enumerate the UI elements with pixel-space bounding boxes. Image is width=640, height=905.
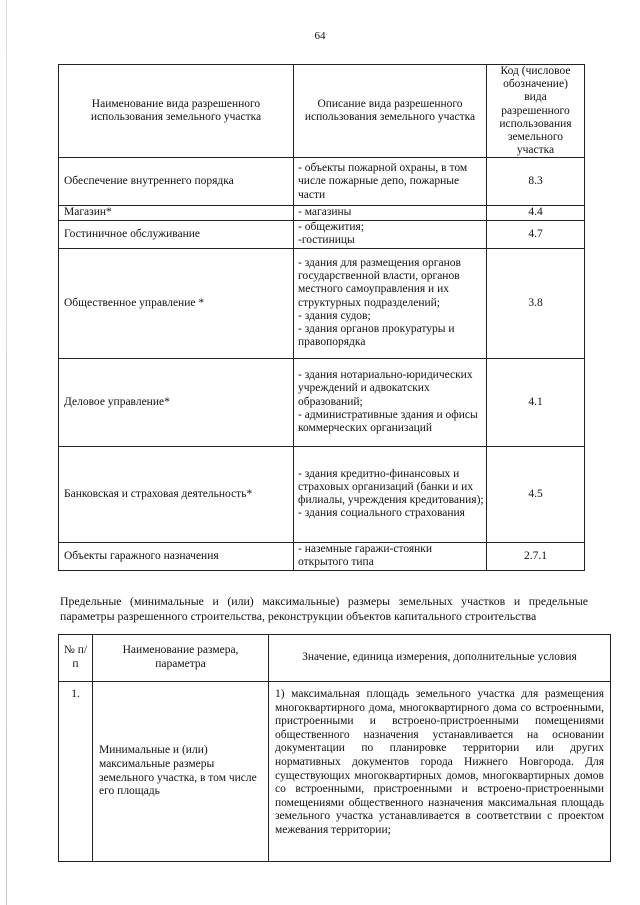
use-type-code: 4.4 xyxy=(487,206,585,220)
use-type-name: Магазин* xyxy=(59,206,294,220)
header-code: Код (числовое обозначение) вида разрешенного использования земельного участка xyxy=(487,65,585,158)
description-line: - здания кредитно-финансовых и страховых организаций (банки и их филиалы, учреждения кредитования); xyxy=(298,467,484,507)
use-type-code: 4.5 xyxy=(487,446,585,542)
parameter-name: Минимальные и (или) максимальные размеры земельного участка, в том числе его площадь xyxy=(93,682,269,862)
use-type-code: 3.8 xyxy=(487,248,585,358)
table-row xyxy=(59,206,585,220)
description-line: -гостиницы xyxy=(298,234,355,247)
use-type-description xyxy=(294,220,487,248)
table-header-row xyxy=(59,65,585,158)
parameter-value: 1) максимальная площадь земельного участка для размещения многоквартирного дома, многоквартирного дома со встроенными, пристроенными и встроено-пристроенными помещениями общественного назначения устанавливается на основании документации по планировке территории или других нормативных документов города Нижнего Новгорода. Для существующих многоквартирных домов, многоквартирных домов со встроенными, пристроенными и встроено-пристроенными помещениями общественного назначения максимальная площадь земельного участка устанавливается в соответствии с проектом межевания территории; xyxy=(269,682,611,862)
use-type-description xyxy=(294,248,487,358)
description-line: - здания органов прокуратуры и правопорядка xyxy=(298,322,455,349)
table-row xyxy=(59,248,585,358)
use-type-description xyxy=(294,358,487,446)
header-parameter-name: Наименование размера, параметра xyxy=(93,635,269,682)
use-type-name: Гостиничное обслуживание xyxy=(59,220,294,248)
header-description: Описание вида разрешенного использования земельного участка xyxy=(294,65,487,158)
use-type-description xyxy=(294,206,487,220)
header-value: Значение, единица измерения, дополнительные условия xyxy=(269,635,611,682)
header-name: Наименование вида разрешенного использования земельного участка xyxy=(59,65,294,158)
description-line: - здания судов; xyxy=(298,309,371,322)
header-number: № п/п xyxy=(59,635,93,682)
use-type-name: Общественное управление * xyxy=(59,248,294,358)
table-header-row xyxy=(59,635,611,682)
land-use-table xyxy=(58,64,585,571)
table-row xyxy=(59,542,585,570)
use-type-code: 4.1 xyxy=(487,358,585,446)
scan-edge-line xyxy=(6,0,7,905)
use-type-code: 8.3 xyxy=(487,158,585,206)
use-type-name: Деловое управление* xyxy=(59,358,294,446)
table-row xyxy=(59,682,611,862)
description-line: - объекты пожарной охраны, в том числе пожарные депо, пожарные части xyxy=(298,162,468,201)
use-type-name: Банковская и страховая деятельность* xyxy=(59,446,294,542)
use-type-name: Обеспечение внутреннего порядка xyxy=(59,158,294,206)
use-type-description xyxy=(294,158,487,206)
use-type-description xyxy=(294,542,487,570)
description-line: - здания нотариально-юридических учреждений и адвокатских образований; xyxy=(298,369,473,408)
use-type-code: 4.7 xyxy=(487,220,585,248)
table-row xyxy=(59,358,585,446)
table-row xyxy=(59,446,585,542)
description-line: - здания для размещения органов государственной власти, органов местного самоуправления и их структурных подразделений; xyxy=(298,256,461,309)
limits-paragraph: Предельные (минимальные и (или) максимальные) размеры земельных участков и предельные параметры разрешенного строительства, реконструкции объектов капитального строительства xyxy=(60,594,588,623)
description-line: - общежития; xyxy=(298,220,365,233)
table-row xyxy=(59,220,585,248)
table-row xyxy=(59,158,585,206)
use-type-code: 2.7.1 xyxy=(487,542,585,570)
description-line: - административные здания и офисы коммерческих организаций xyxy=(298,408,478,434)
description-line: - наземные гаражи-стоянки открытого типа xyxy=(298,542,433,569)
page-number: 64 xyxy=(314,30,326,42)
description-line: - здания социального страхования xyxy=(298,507,465,520)
use-type-description xyxy=(294,446,487,542)
row-number: 1. xyxy=(59,682,93,862)
parameters-table xyxy=(58,634,611,862)
use-type-name: Объекты гаражного назначения xyxy=(59,542,294,570)
description-line: - магазины xyxy=(298,206,352,219)
